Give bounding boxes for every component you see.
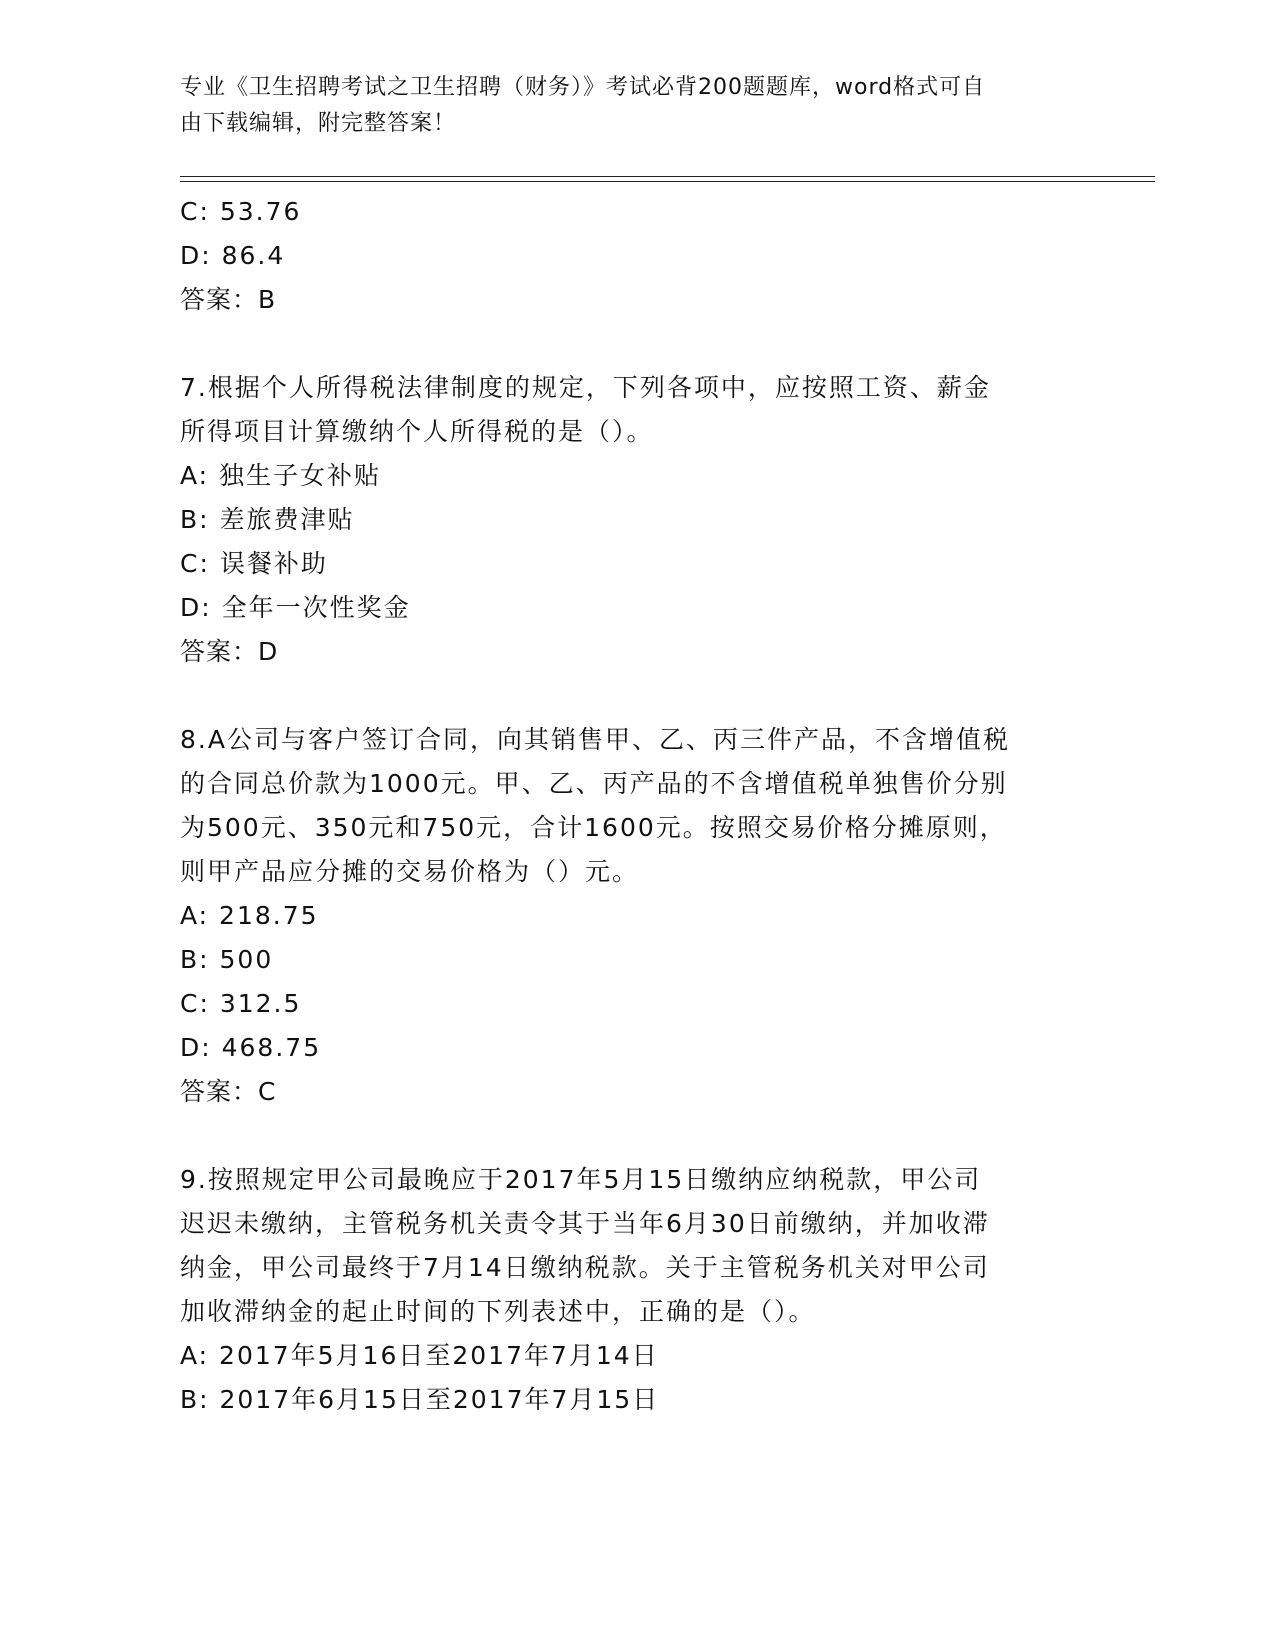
option-b: B: 2017年6月15日至2017年7月15日: [180, 1385, 660, 1414]
answer: 答案：B: [180, 285, 277, 314]
question-list: [180, 190, 1080, 1422]
stem-line: 纳金，甲公司最终于7月14日缴纳税款。关于主管税务机关对甲公司: [180, 1253, 990, 1282]
header-line-1: 专业《卫生招聘考试之卫生招聘（财务）》考试必背200题题库，word格式可自: [180, 75, 986, 100]
header-divider-bottom: [180, 181, 1155, 182]
question-stem: [180, 366, 1080, 454]
question-stem: [180, 1158, 1080, 1334]
spacer: [180, 1114, 1080, 1158]
option-b: B: 500: [180, 945, 274, 974]
stem-line: 8.A公司与客户签订合同，向其销售甲、乙、丙三件产品，不含增值税: [180, 725, 1010, 754]
option-a: A: 独生子女补贴: [180, 461, 382, 490]
answer: 答案：D: [180, 637, 279, 666]
spacer: [180, 674, 1080, 718]
stem-line: 迟迟未缴纳，主管税务机关责令其于当年6月30日前缴纳，并加收滞: [180, 1209, 990, 1238]
question-stem: [180, 718, 1080, 894]
option-d: D: 全年一次性奖金: [180, 593, 411, 622]
spacer: [180, 322, 1080, 366]
option-a: A: 218.75: [180, 901, 319, 930]
stem-line: 则甲产品应分摊的交易价格为（）元。: [180, 857, 640, 886]
option-d: D: 86.4: [180, 241, 286, 270]
stem-line: 9.按照规定甲公司最晚应于2017年5月15日缴纳应纳税款，甲公司: [180, 1165, 982, 1194]
option-b: B: 差旅费津贴: [180, 505, 355, 534]
stem-line: 7.根据个人所得税法律制度的规定，下列各项中，应按照工资、薪金: [180, 373, 991, 402]
option-c: C: 53.76: [180, 197, 302, 226]
option-c: C: 误餐补助: [180, 549, 328, 578]
question-9: [180, 1158, 1080, 1422]
document-header: [180, 70, 1060, 142]
header-line-2: 由下载编辑，附完整答案！: [180, 111, 457, 136]
option-d: D: 468.75: [180, 1033, 322, 1062]
stem-line: 为500元、350元和750元，合计1600元。按照交易价格分摊原则，: [180, 813, 1007, 842]
answer: 答案：C: [180, 1077, 277, 1106]
stem-line: 的合同总价款为1000元。甲、乙、丙产品的不含增值税单独售价分别: [180, 769, 1008, 798]
option-a: A: 2017年5月16日至2017年7月14日: [180, 1341, 659, 1370]
question-7: [180, 366, 1080, 674]
stem-line: 所得项目计算缴纳个人所得税的是（）。: [180, 417, 654, 446]
question-6-tail: [180, 190, 1080, 322]
option-c: C: 312.5: [180, 989, 302, 1018]
question-8: [180, 718, 1080, 1114]
header-divider-top: [180, 176, 1155, 177]
stem-line: 加收滞纳金的起止时间的下列表述中，正确的是（）。: [180, 1297, 816, 1326]
